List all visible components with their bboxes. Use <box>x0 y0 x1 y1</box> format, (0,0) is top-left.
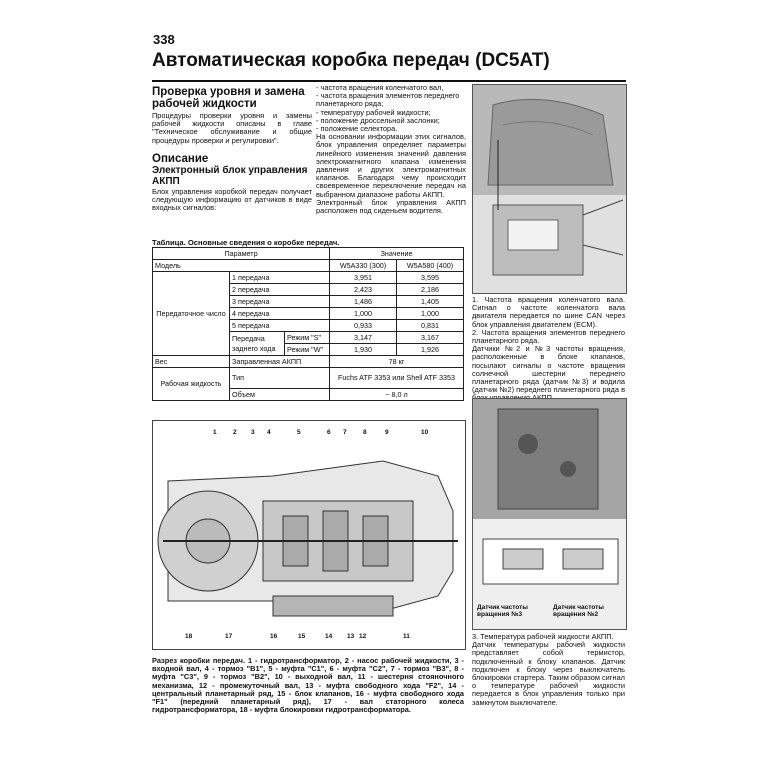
table-row: Рабочая жидкость Тип Fuchs ATF 3353 или Shell ATF 3353 <box>153 368 464 389</box>
section-text-fluid: Процедуры проверки уровня и замены рабочей жидкости описаны в главе "Техническое обслуживание и общие процедуры проверки и регулировки". <box>152 111 312 145</box>
ecu-location-photo <box>472 84 627 294</box>
diagram-label: 8 <box>363 429 367 436</box>
list-item: - частота вращения коленчатого вал, <box>316 83 444 92</box>
diagram-label: 6 <box>327 429 331 436</box>
list-item: - частота вращения элементов переднего планетарного ряда; <box>316 91 460 109</box>
signals-explanation: На основании информации этих сигналов, блок управления определяет параметры линейного изменения значений давления электромагнитного клапана изменения давления и других электромагнитных клапанов. Благодаря чему происходит своевременное переключение передач на выбранном диапазоне работы АКПП. <box>316 132 466 199</box>
diagram-label: 13 <box>347 633 355 640</box>
section-heading-fluid: Проверка уровня и замена рабочей жидкости <box>152 86 305 110</box>
table-row: Режим "W" 1,930 1,926 <box>153 344 464 356</box>
table-row: 3 передача 1,486 1,405 <box>153 296 464 308</box>
diagram-label: 12 <box>359 633 367 640</box>
section-subheading-ecu: Электронный блок управления АКПП <box>152 164 308 187</box>
middle-column <box>316 84 466 215</box>
diagram-label: 10 <box>421 429 429 436</box>
diagram-label: 17 <box>225 633 233 640</box>
spec-table <box>152 247 464 401</box>
diagram-caption: Разрез коробки передач. 1 - гидротрансформатор, 2 - насос рабочей жидкости, 3 - входной вал, 4 - тормоз "B1", 5 - муфта "C1", 6 - муфта "C2", 7 - тормоз "B3", 8 - муфта "C3", 9 - тормоз "B2", 10 - выходной вал, 11 - шестерня стояночного механизма, 12 - промежуточный вал, 13 - муфта свободного хода "F2", 14 - центральный планетарный ряд, 15 - блок клапанов, 16 - муфта свободного хода "F1" (передний планетарный ряд), 17 - вал статорного колеса гидротрансформатора, 18 - муфта блокировки гидротрансформатора. <box>152 656 464 715</box>
valve-body-illustration <box>473 399 626 629</box>
diagram-label: 3 <box>251 429 255 436</box>
table-row: 5 передача 0,933 0,831 <box>153 320 464 332</box>
signal-list <box>316 84 466 133</box>
diagram-label: 11 <box>403 633 410 640</box>
diagram-label: 7 <box>343 429 347 436</box>
sensor-label: Датчик частоты вращения №3 <box>477 604 528 618</box>
table-caption: Таблица. Основные сведения о коробке передач. <box>152 238 340 247</box>
section-heading-description: Описание <box>152 152 209 165</box>
list-item: - температуру рабочей жидкости; <box>316 107 431 117</box>
section-text-ecu: Блок управления коробкой передач получает следующую информацию от датчиков в виде входных сигналов: <box>152 186 312 213</box>
diagram-label: 15 <box>298 633 306 640</box>
cross-section-drawing <box>153 421 465 649</box>
diagram-label: 9 <box>385 429 389 436</box>
title-rule <box>152 80 626 82</box>
table-row: Вес Заправленная АКПП 78 кг <box>153 356 464 368</box>
page-number: 338 <box>153 32 175 47</box>
diagram-label: 4 <box>267 429 271 436</box>
diagram-label: 5 <box>297 429 301 436</box>
table-row: Передача заднего хода Режим "S" 3,147 3,167 <box>153 332 464 344</box>
valve-body-photo <box>472 398 627 630</box>
photo1-caption: 1. Частота вращения коленчатого вала. Сигнал о частоте коленчатого вала двигателя передается по шине CAN через блок управления двигателем (ECM). 2. Частота вращения элементов переднего планетарного ряда. Датчики №2 и №3 частоты вращения, расположенные в блоке клапанов, посылают сигналы о частоте вращения солнечной шестерни переднего планетарного ряда (датчик №3) и водила (датчик №2) переднего планетарного ряда в <box>472 295 625 395</box>
diagram-label: 18 <box>185 633 193 640</box>
ecu-photo-illustration <box>473 85 626 293</box>
photo2-caption: 3. Температура рабочей жидкости АКПП. Датчик температуры рабочей жидкости представляет собой термистор, подключенный к блоку клапанов. Датчик подключен к блоку через выключатель блокировки стартера. Таким образом сигнал о температуре рабочей жидкости передается в блок управления только при замкнутом выключателе. <box>472 632 625 707</box>
table-row: Передаточное число 1 передача 3,951 3,595 <box>153 272 464 284</box>
list-item: - положение селектора. <box>316 124 398 134</box>
table-row: Объем ~ 8,0 л <box>153 389 464 401</box>
left-column <box>152 86 312 212</box>
table-header: Параметр <box>153 248 330 260</box>
page-title: Автоматическая коробка передач (DC5AT) <box>152 50 550 71</box>
table-row: Модель W5A330 (300) W5A580 (400) <box>153 260 464 272</box>
diagram-label: 1 <box>213 429 217 436</box>
table-header: Значение <box>330 248 464 260</box>
diagram-label: 16 <box>270 633 278 640</box>
transmission-diagram <box>152 420 466 650</box>
table-row: 2 передача 2,423 2,186 <box>153 284 464 296</box>
list-item: - положение дроссельной заслонки; <box>316 115 440 125</box>
diagram-label: 2 <box>233 429 237 436</box>
diagram-label: 14 <box>325 633 333 640</box>
table-row: 4 передача 1,000 1,000 <box>153 308 464 320</box>
sensor-label: Датчик частоты вращения №2 <box>553 604 604 618</box>
ecu-location: Электронный блок управления АКПП расположен под сиденьем водителя. <box>316 197 466 216</box>
